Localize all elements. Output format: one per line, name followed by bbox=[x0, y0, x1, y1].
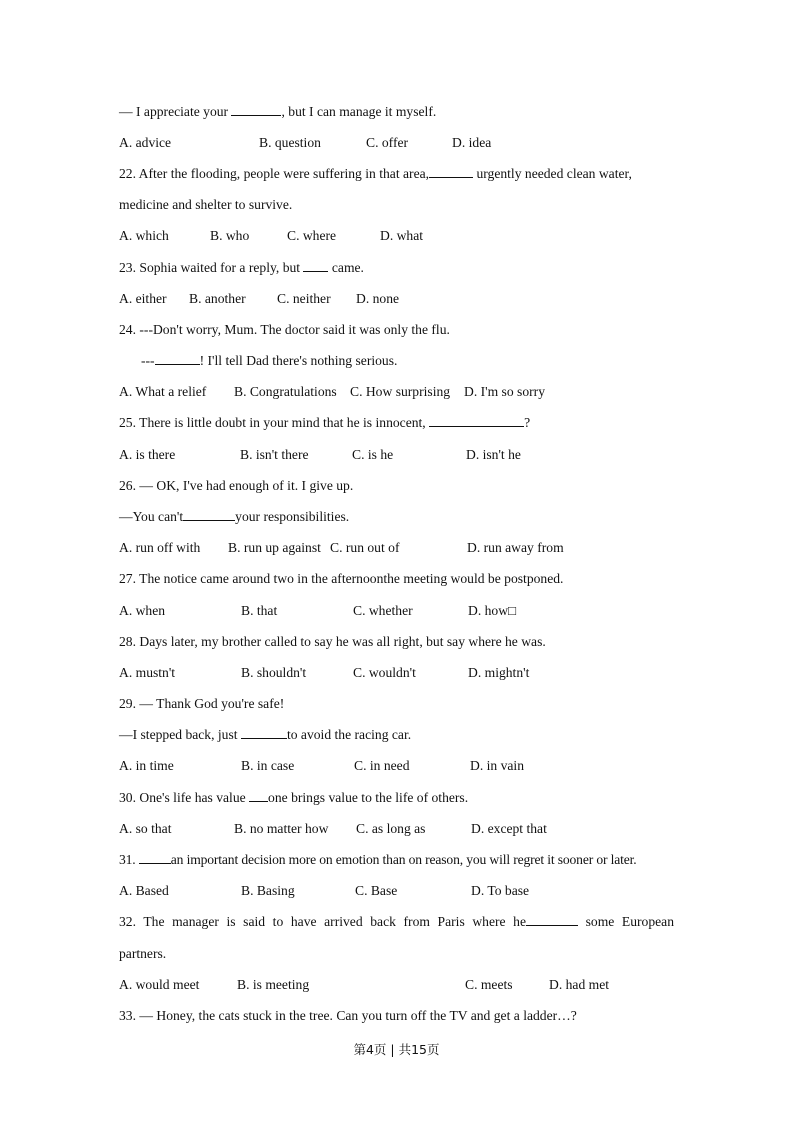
stem-text: ! I'll tell Dad there's nothing serious. bbox=[199, 353, 398, 368]
stem-text: —You can't bbox=[119, 509, 184, 524]
question-27-stem: 27. The notice came around two in the afternoonthe meeting would be postponed. bbox=[119, 571, 564, 586]
answer-blank bbox=[303, 259, 328, 272]
question-24-stem-cont bbox=[141, 352, 397, 370]
answer-blank bbox=[139, 851, 171, 864]
option-b: B. that bbox=[241, 603, 278, 618]
option-b: B. no matter how bbox=[234, 821, 329, 836]
answer-blank bbox=[249, 789, 268, 802]
option-b: B. Congratulations bbox=[234, 384, 337, 399]
question-32-stem-cont: partners. bbox=[119, 946, 167, 961]
option-a: A. either bbox=[119, 291, 167, 306]
option-a: A. when bbox=[119, 603, 166, 618]
stem-text: 32. The manager is said to have arrived back from Paris where he bbox=[119, 914, 526, 929]
option-d: D. how□ bbox=[468, 603, 517, 618]
option-b: B. isn't there bbox=[240, 447, 309, 462]
option-c: C. neither bbox=[277, 291, 331, 306]
option-b: B. run up against bbox=[228, 540, 321, 555]
answer-blank bbox=[429, 414, 524, 427]
stem-text: 30. One's life has value bbox=[119, 790, 250, 805]
question-22-stem bbox=[119, 165, 632, 183]
stem-text: your responsibilities. bbox=[235, 509, 350, 524]
stem-text: 31. bbox=[119, 852, 139, 867]
stem-text: —I stepped back, just bbox=[119, 727, 241, 742]
question-24-stem: 24. ---Don't worry, Mum. The doctor said it was only the flu. bbox=[119, 322, 450, 337]
question-26-stem-cont bbox=[119, 508, 349, 526]
option-a: A. is there bbox=[119, 447, 176, 462]
option-c: C. How surprising bbox=[350, 384, 451, 399]
option-a: A. in time bbox=[119, 758, 174, 773]
option-d: D. in vain bbox=[470, 758, 524, 773]
answer-blank bbox=[155, 352, 200, 365]
option-a: A. so that bbox=[119, 821, 172, 836]
stem-text: , but I can manage it myself. bbox=[281, 104, 437, 119]
question-30-stem bbox=[119, 789, 468, 807]
option-d: D. except that bbox=[471, 821, 547, 836]
stem-text: 22. After the flooding, people were suffering in that area, bbox=[119, 166, 430, 181]
answer-blank bbox=[241, 726, 287, 739]
question-33-stem: 33. — Honey, the cats stuck in the tree. Can you turn off the TV and get a ladder…? bbox=[119, 1008, 577, 1023]
option-d: D. I'm so sorry bbox=[464, 384, 545, 399]
option-a: A. run off with bbox=[119, 540, 201, 555]
question-32-stem bbox=[119, 913, 674, 931]
question-22-stem-cont: medicine and shelter to survive. bbox=[119, 197, 293, 212]
question-26-stem: 26. — OK, I've had enough of it. I give up. bbox=[119, 478, 354, 493]
option-c: C. run out of bbox=[330, 540, 400, 555]
stem-text: an important decision more on emotion than on reason, you will regret it sooner or later. bbox=[170, 852, 637, 867]
question-31-stem bbox=[119, 851, 637, 869]
stem-text: came. bbox=[328, 260, 364, 275]
option-d: D. had met bbox=[549, 977, 610, 992]
option-a: A. advice bbox=[119, 135, 172, 150]
stem-text: urgently needed clean water, bbox=[473, 166, 632, 181]
stem-text: to avoid the racing car. bbox=[286, 727, 412, 742]
question-23-stem bbox=[119, 259, 364, 277]
option-d: D. run away from bbox=[467, 540, 564, 555]
option-c: C. in need bbox=[354, 758, 410, 773]
option-b: B. another bbox=[189, 291, 246, 306]
answer-blank bbox=[429, 165, 473, 178]
stem-text: some European bbox=[578, 914, 674, 929]
option-a: A. would meet bbox=[119, 977, 200, 992]
stem-text: --- bbox=[141, 353, 155, 368]
answer-blank bbox=[183, 508, 235, 521]
option-a: A. which bbox=[119, 228, 169, 243]
page-number-footer: 第4页 | 共15页 bbox=[353, 1042, 440, 1057]
answer-blank bbox=[231, 103, 281, 116]
question-29-stem: 29. — Thank God you're safe! bbox=[119, 696, 285, 711]
option-b: B. is meeting bbox=[237, 977, 310, 992]
option-c: C. meets bbox=[465, 977, 513, 992]
option-c: C. wouldn't bbox=[353, 665, 416, 680]
option-c: C. whether bbox=[353, 603, 413, 618]
option-c: C. offer bbox=[366, 135, 409, 150]
option-b: B. who bbox=[210, 228, 250, 243]
option-a: A. mustn't bbox=[119, 665, 176, 680]
option-d: D. isn't he bbox=[466, 447, 521, 462]
stem-text: 23. Sophia waited for a reply, but bbox=[119, 260, 304, 275]
answer-blank bbox=[526, 913, 578, 926]
question-21-stem bbox=[119, 103, 436, 121]
option-a: A. What a relief bbox=[119, 384, 207, 399]
stem-text: — I appreciate your bbox=[119, 104, 232, 119]
option-b: B. shouldn't bbox=[241, 665, 307, 680]
option-c: C. as long as bbox=[356, 821, 426, 836]
question-28-stem: 28. Days later, my brother called to say he was all right, but say where he was. bbox=[119, 634, 546, 649]
option-b: B. in case bbox=[241, 758, 295, 773]
option-a: A. Based bbox=[119, 883, 169, 898]
question-29-stem-cont bbox=[119, 726, 411, 744]
stem-text: 25. There is little doubt in your mind that he is innocent, bbox=[119, 415, 430, 430]
option-b: B. question bbox=[259, 135, 321, 150]
option-b: B. Basing bbox=[241, 883, 295, 898]
option-c: C. is he bbox=[352, 447, 394, 462]
stem-text: one brings value to the life of others. bbox=[268, 790, 469, 805]
option-c: C. where bbox=[287, 228, 337, 243]
option-d: D. what bbox=[380, 228, 424, 243]
option-d: D. To base bbox=[471, 883, 530, 898]
option-d: D. none bbox=[356, 291, 400, 306]
question-25-stem bbox=[119, 414, 530, 432]
option-d: D. mightn't bbox=[468, 665, 530, 680]
option-c: C. Base bbox=[355, 883, 398, 898]
option-d: D. idea bbox=[452, 135, 492, 150]
stem-text: ? bbox=[524, 415, 531, 430]
